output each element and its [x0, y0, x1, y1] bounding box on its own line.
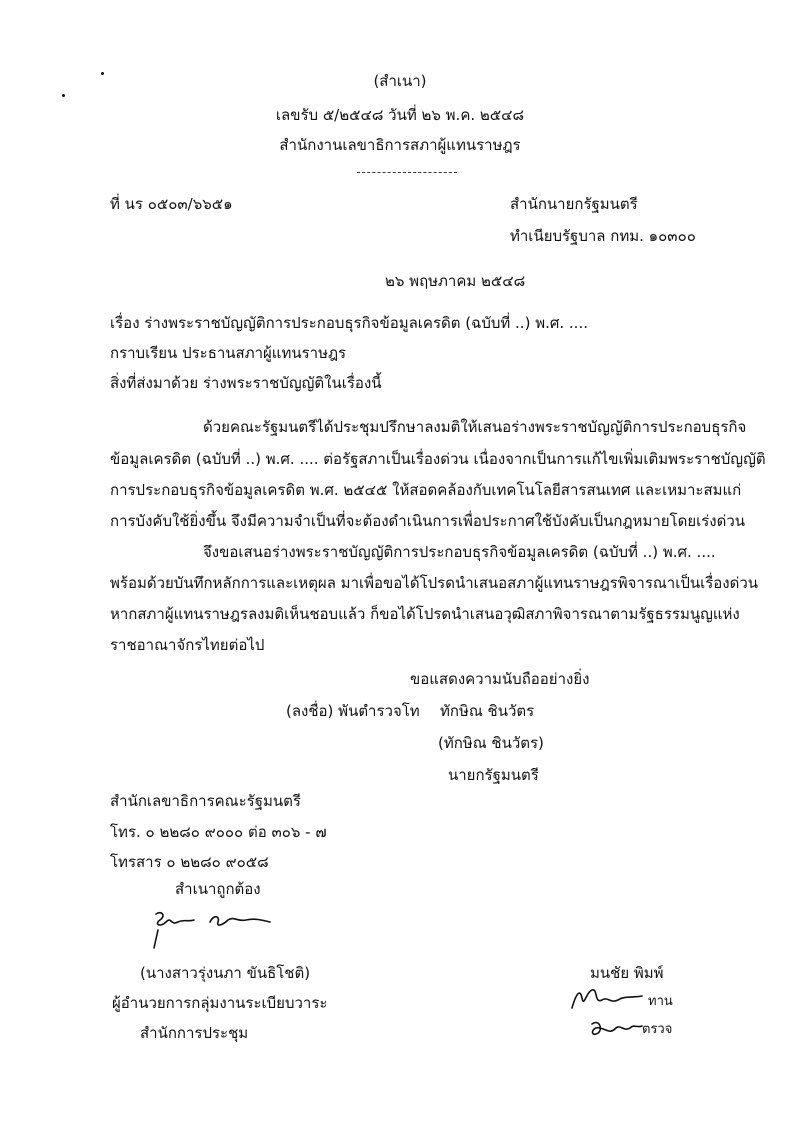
document-date: ๒๖ พฤษภาคม ๒๕๔๘ — [385, 272, 526, 290]
subject-line: เรื่อง ร่างพระราชบัญญัติการประกอบธุรกิจข้อมูลเครดิต (ฉบับที่ ..) พ.ศ. .... — [110, 314, 588, 332]
signer-name-parenthesized: (ทักษิณ ชินวัตร) — [438, 734, 544, 752]
salutation-line: กราบเรียน ประธานสภาผู้แทนราษฎร — [110, 344, 347, 362]
certifier-signature — [150, 908, 280, 952]
paragraph-2-line: ราชอาณาจักรไทยต่อไป — [110, 636, 265, 654]
verified-label: ทาน — [648, 994, 673, 1009]
certifier-title: ผู้อำนวยการกลุ่มงานระเบียบวาระ — [112, 994, 328, 1012]
verifier-initials — [568, 984, 648, 1014]
receiving-office: สำนักงานเลขาธิการสภาผู้แทนราษฎร — [279, 136, 521, 154]
certifier-name: (นางสาวรุ่งนภา ขันธิโชติ) — [140, 964, 311, 982]
closing-regards: ขอแสดงความนับถืออย่างยิ่ง — [410, 670, 590, 688]
paragraph-1-line: ด้วยคณะรัฐมนตรีได้ประชุมปรึกษาลงมติให้เสนอร่างพระราชบัญญัติการประกอบธุรกิจ — [203, 418, 747, 436]
certified-copy-label: สำเนาถูกต้อง — [175, 880, 261, 898]
sender-office-name: สำนักนายกรัฐมนตรี — [510, 195, 638, 213]
sender-office-address: ทำเนียบรัฐบาล กทม. ๑๐๓๐๐ — [510, 227, 696, 245]
certifier-division: สำนักการประชุม — [140, 1024, 249, 1042]
signer-position: นายกรัฐมนตรี — [448, 766, 539, 784]
paragraph-2-line: พร้อมด้วยบันทึกหลักการและเหตุผล มาเพื่อขอได้โปรดนำเสนอสภาผู้แทนราษฎรพิจารณาเป็นเรื่องด่วน — [110, 574, 759, 592]
document-number: ที่ นร ๐๕๐๓/๖๖๕๑ — [110, 195, 233, 213]
paragraph-2-line: หากสภาผู้แทนราษฎรลงมติเห็นชอบแล้ว ก็ขอได้โปรดนำเสนอวุฒิสภาพิจารณาตามรัฐธรรมนูญแห่ง — [110, 605, 740, 623]
header-divider — [357, 172, 457, 173]
checker-initials — [586, 1016, 646, 1040]
paragraph-2-line: จึงขอเสนอร่างพระราชบัญญัติการประกอบธุรกิจข้อมูลเครดิต (ฉบับที่ ..) พ.ศ. .... — [203, 543, 716, 561]
signed-label: (ลงชื่อ) พันตำรวจโท — [286, 702, 420, 720]
enclosure-line: สิ่งที่ส่งมาด้วย ร่างพระราชบัญญัติในเรื่องนี้ — [110, 374, 382, 392]
signer-name: ทักษิณ ชินวัตร — [440, 702, 535, 720]
contact-office: สำนักเลขาธิการคณะรัฐมนตรี — [110, 792, 301, 810]
paragraph-1-line: การประกอบธุรกิจข้อมูลเครดิต พ.ศ. ๒๕๔๕ ให้สอดคล้องกับเทคโนโลยีสารสนเทศ และเหมาะสมแก่ — [110, 481, 742, 499]
scan-speck — [62, 94, 65, 97]
contact-fax: โทรสาร ๐ ๒๒๘๐ ๙๐๕๘ — [110, 853, 269, 871]
copy-mark: (สำเนา) — [373, 72, 427, 90]
paragraph-1-line: ข้อมูลเครดิต (ฉบับที่ ..) พ.ศ. .... ต่อรัฐสภาเป็นเรื่องด่วน เนื่องจากเป็นการแก้ไขเพิ่มเติมพระราชบัญญัติ — [110, 450, 766, 468]
checked-label: ตรวจ — [642, 1022, 673, 1037]
paragraph-1-line: การบังคับใช้ยิ่งขึ้น จึงมีความจำเป็นที่จะต้องดำเนินการเพื่อประกาศใช้บังคับเป็นกฎหมายโดยเร่งด่วน — [110, 512, 746, 530]
typist-note: มนชัย พิมพ์ — [590, 964, 664, 982]
receipt-line: เลขรับ ๕/๒๕๔๘ วันที่ ๒๖ พ.ค. ๒๕๔๘ — [275, 106, 525, 124]
contact-phone: โทร. ๐ ๒๒๘๐ ๙๐๐๐ ต่อ ๓๐๖ - ๗ — [110, 823, 327, 841]
